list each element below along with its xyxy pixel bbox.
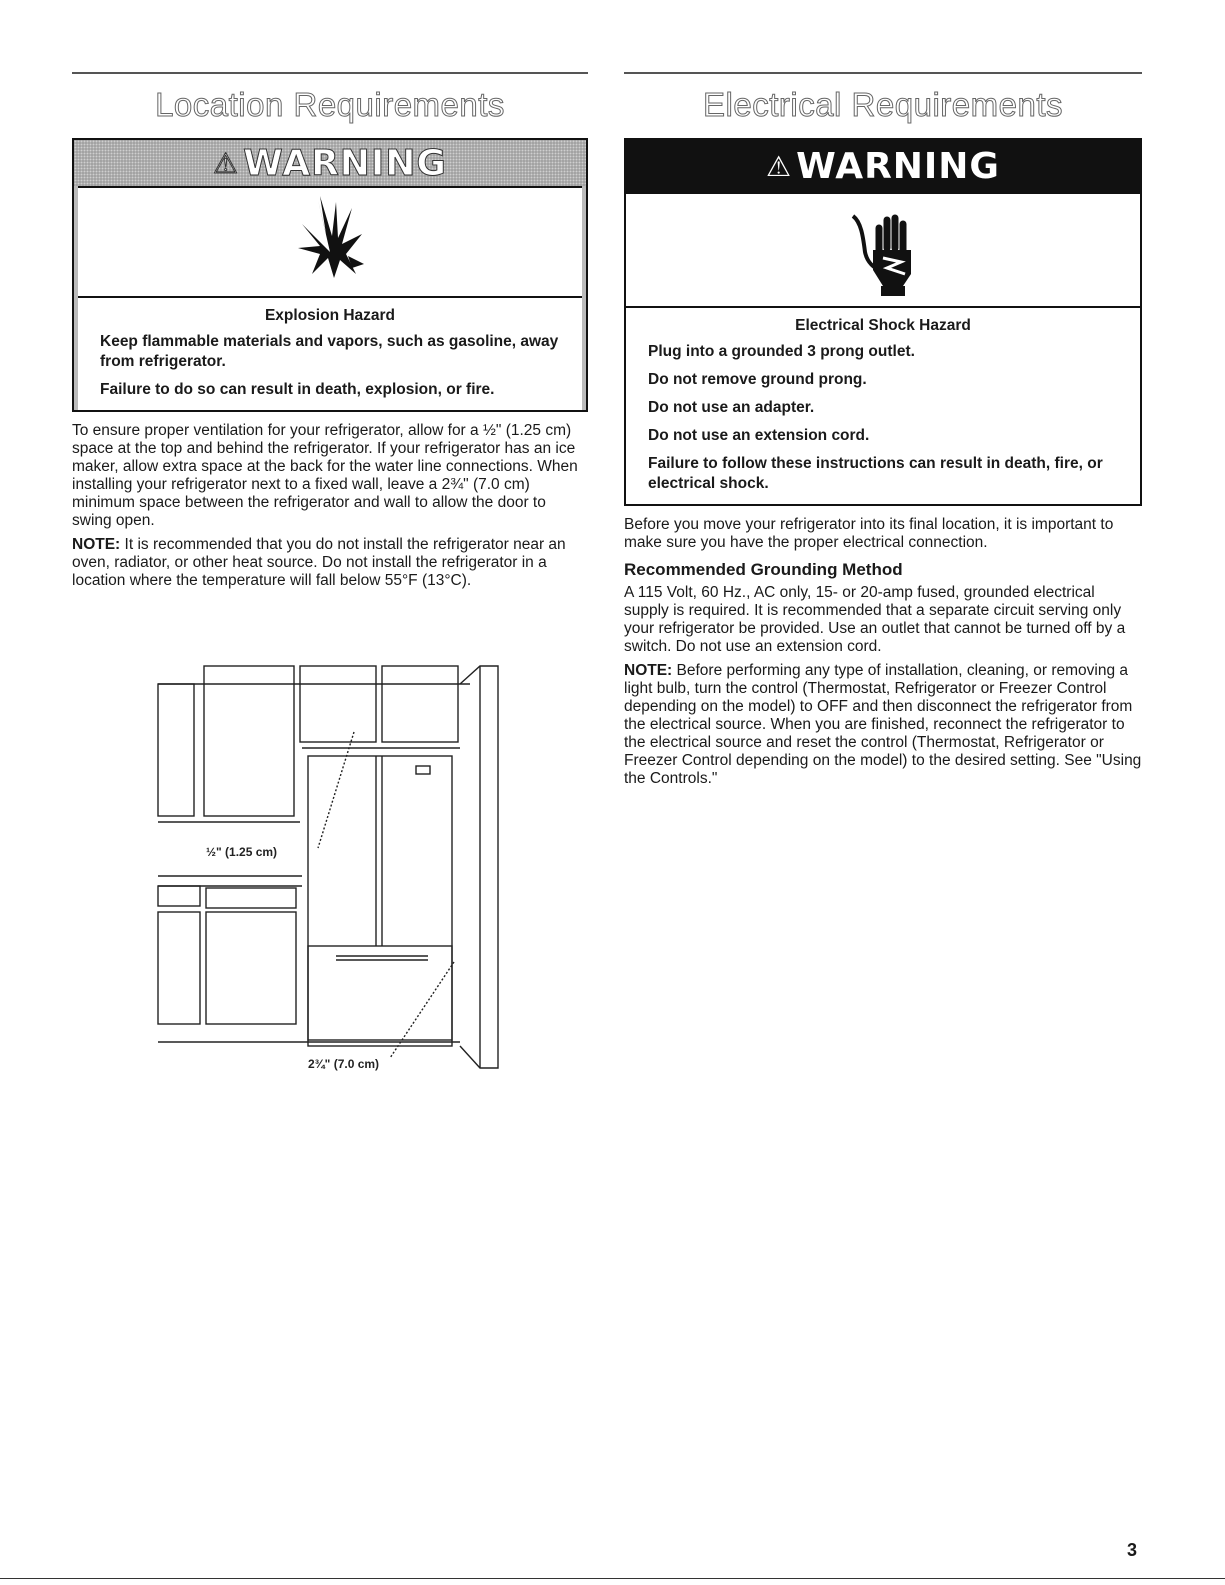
hazard-consequence: Failure to do so can result in death, explosion, or fire.: [100, 381, 495, 398]
hazard-title: Electrical Shock Hazard: [795, 317, 971, 334]
section-heading: Electrical Requirements: [703, 86, 1063, 123]
hazard-instruction: Do not use an adapter.: [648, 399, 815, 416]
note-text: It is recommended that you do not install the refrigerator near an oven, radiator, or other heat source. Do not install the refrigerator in a location where the temperature will fall below 55°F (13°C).: [72, 536, 566, 589]
hazard-icon-area: [626, 192, 1140, 308]
hazard-icon-area: [78, 186, 582, 298]
warning-banner: [626, 140, 1140, 192]
ventilation-paragraph: To ensure proper ventilation for your refrigerator, allow for a ½" (1.25 cm) space at the top and behind the refrigerator. If your refrigerator has an ice maker, allow extra space at the back for the water line connections. When installing your refrigerator next to a fixed wall, leave a 2¾" (7.0 cm) minimum space between the refrigerator and wall to allow the door to swing open.: [72, 422, 578, 529]
upper-cabinet-left: [158, 684, 194, 816]
electrical-warning-box: [624, 138, 1142, 506]
intro-paragraph: Before you move your refrigerator into its final location, it is important to make sure you have the proper electrical connection.: [624, 516, 1114, 551]
hazard-instruction: Do not remove ground prong.: [648, 371, 867, 388]
explosion-warning-box: [72, 138, 588, 412]
electric-shock-hand-icon: [843, 202, 923, 298]
side-gap-label: 2¾" (7.0 cm): [308, 1057, 380, 1071]
explosion-icon: [290, 194, 370, 290]
grounding-subheading: Recommended Grounding Method: [624, 560, 903, 579]
hazard-instruction: Keep flammable materials and vapors, such as gasoline, away from refrigerator.: [100, 333, 559, 370]
warning-triangle-icon: ⚠: [213, 146, 240, 180]
hazard-text: [626, 308, 1140, 504]
note-label: NOTE:: [72, 536, 121, 553]
hazard-consequence: Failure to follow these instructions can result in death, fire, or electrical shock.: [648, 455, 1103, 492]
hazard-instruction: Do not use an extension cord.: [648, 427, 870, 444]
grounding-paragraph: A 115 Volt, 60 Hz., AC only, 15- or 20-amp fused, grounded electrical supply is required. It is recommended that a separate circuit serving only your refrigerator be provided. Use an outlet that cannot be turned off by a switch. Do not use an extension cord.: [624, 584, 1126, 655]
upper-cabinet-door: [204, 666, 294, 816]
location-requirements-section: [72, 72, 588, 590]
hazard-instruction: Plug into a grounded 3 prong outlet.: [648, 343, 915, 360]
location-note: [72, 536, 588, 590]
warning-title: WARNING: [243, 142, 447, 184]
note-text: Before performing any type of installation, cleaning, or removing a light bulb, turn the control (Thermostat, Refrigerator or Freezer Control depending on the model) to OFF and then disconnect the refrigerator from the electrical source. When you are finished, reconnect the refrigerator to the electrical source and reset the control (Thermostat, Refrigerator or Freezer Control depending on the model) to the desired setting. See "Using the Controls.": [624, 662, 1142, 787]
warning-banner: [74, 140, 586, 186]
warning-frame: [626, 192, 1140, 504]
hazard-title: Explosion Hazard: [264, 307, 396, 324]
warning-triangle-icon: ⚠: [766, 149, 793, 183]
electrical-note: [624, 662, 1142, 788]
refrigerator-clearance-diagram: [150, 662, 510, 1082]
electrical-requirements-section: [624, 72, 1142, 788]
section-divider: [624, 72, 1142, 74]
note-label: NOTE:: [624, 662, 673, 679]
page-number: 3: [1127, 1540, 1138, 1560]
warning-frame: [74, 186, 586, 410]
warning-title: WARNING: [796, 145, 1000, 187]
section-heading: Location Requirements: [155, 86, 505, 123]
bottom-rule: [0, 1578, 1225, 1579]
hazard-text: [78, 298, 582, 410]
top-gap-label: ½" (1.25 cm): [206, 845, 278, 859]
section-divider: [72, 72, 588, 74]
